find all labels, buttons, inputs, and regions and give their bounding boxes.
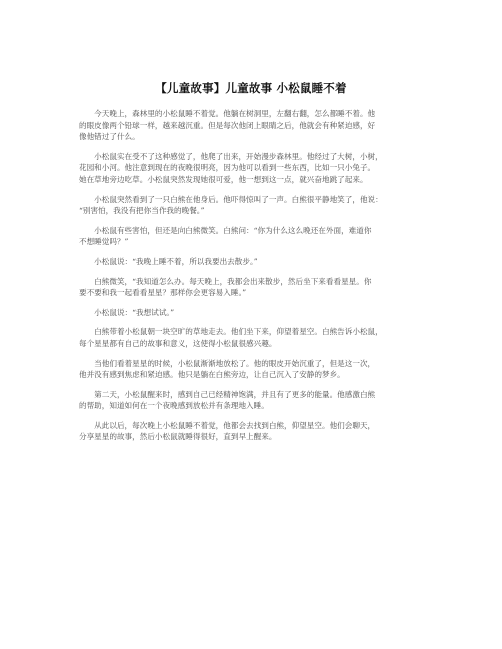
paragraph-line: 小松鼠实在受不了这种感觉了，他爬了出来，开始漫步森林里。他经过了大树，小树， — [79, 151, 383, 161]
paragraph-line: 的眼皮像两个铅球一样，越来越沉重。但是每次他闭上眼睛之后，他就会有种紧迫感，好 — [79, 120, 376, 130]
paragraph-line: 分享星星的故事，然后小松鼠就睡得很好，直到早上醒来。 — [79, 432, 277, 442]
paragraph-5 — [79, 256, 424, 268]
paragraph-line: 花园和小河。他注意到现在的夜晚很明亮，因为他可以看到一些东西，比如一只小兔子。 — [79, 163, 376, 173]
paragraph-4 — [79, 225, 424, 248]
story-body — [79, 108, 424, 451]
paragraph-line: 小松鼠突然看到了一只白熊在他身后。他吓得惊叫了一声。白熊很平静地笑了，他说： — [79, 194, 383, 204]
paragraph-line: 每个星星都有自己的故事和意义，这使得小松鼠很感兴趣。 — [79, 338, 277, 348]
paragraph-line: 白熊微笑，“我知道怎么办。每天晚上，我都会出来散步，然后坐下来看看星星。你 — [79, 276, 372, 286]
paragraph-7 — [79, 307, 424, 319]
paragraph-line: 从此以后，每次晚上小松鼠睡不着觉，他都会去找到白熊，仰望星空。他们会聊天， — [79, 420, 376, 430]
paragraph-line: “别害怕，我没有把你当作我的晚餐。” — [79, 206, 205, 216]
paragraph-line: 的帮助，知道如何在一个夜晚感到放松并有条理地入睡。 — [79, 401, 269, 411]
paragraph-line: 第二天，小松鼠醒来时，感到自己已经精神饱满，并且有了更多的能量。他感激白熊 — [79, 389, 376, 399]
paragraph-6 — [79, 276, 424, 299]
paragraph-10 — [79, 389, 424, 412]
paragraph-line: 小松鼠有些害怕，但还是向白熊微笑。白熊问：“你为什么这么晚还在外面，难道你 — [79, 225, 372, 235]
paragraph-8 — [79, 326, 424, 349]
paragraph-1 — [79, 108, 424, 143]
paragraph-3 — [79, 194, 424, 217]
paragraph-line: 她在草地旁边吃草。小松鼠突然发现她很可爱，他一想到这一点，就兴奋地跳了起来。 — [79, 174, 368, 184]
paragraph-line: 像他错过了什么。 — [79, 132, 140, 142]
paragraph-line: 小松鼠说：“我晚上睡不着，所以我要出去散步。” — [79, 256, 258, 266]
paragraph-line: 今天晚上，森林里的小松鼠睡不着觉。他躺在树洞里，左翻右翻，怎么都睡不着。他 — [79, 109, 376, 118]
paragraph-9 — [79, 358, 424, 381]
paragraph-line: 小松鼠说：“我想试试。” — [79, 307, 175, 317]
paragraph-11 — [79, 420, 424, 443]
paragraph-line: 要不要和我一起看看星星？那样你会更容易入睡。” — [79, 288, 247, 298]
paragraph-line: 当他们看着星星的时候，小松鼠渐渐地放松了。他的眼皮开始沉重了，但是这一次， — [79, 358, 376, 368]
paragraph-line: 白熊带着小松鼠朝一块空旷的草地走去。他们坐下来，仰望着星空。白熊告诉小松鼠， — [79, 327, 383, 337]
paragraph-line: 他并没有感到焦虑和紧迫感。他只是躺在白熊旁边，让自己沉入了安静的梦乡。 — [79, 370, 345, 380]
document-title: 【儿童故事】儿童故事 小松鼠睡不着 — [155, 81, 347, 95]
paragraph-2 — [79, 151, 424, 186]
paragraph-line: 不想睡觉吗？” — [79, 237, 129, 247]
